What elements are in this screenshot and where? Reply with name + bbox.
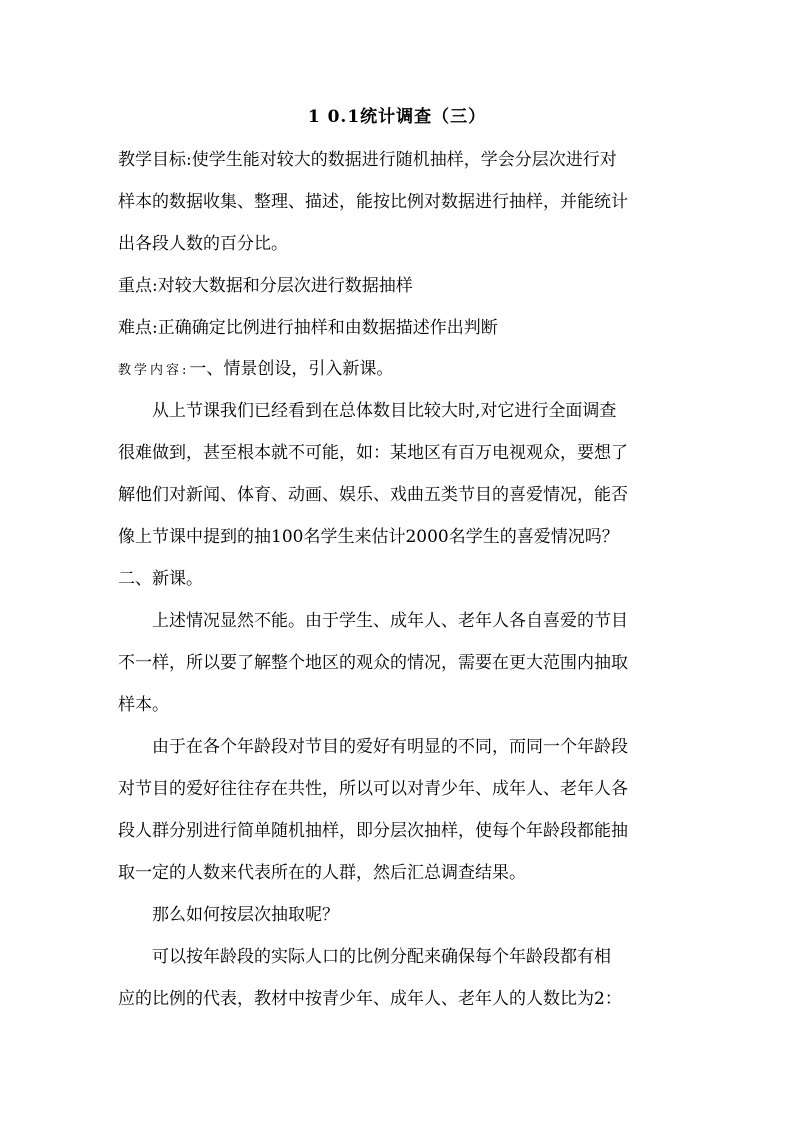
body-line: 样本。 xyxy=(118,695,169,715)
body-line: 不一样，所以要了解整个地区的观众的情况，需要在更大范围内抽取 xyxy=(118,653,628,673)
section-heading: 二、新课。 xyxy=(118,569,203,589)
content-heading xyxy=(118,356,698,384)
body-line: 对节目的爱好往往存在共性，所以可以对青少年、成年人、老年人各 xyxy=(118,779,628,799)
body-line: 取一定的人数来代表所在的人群，然后汇总调查结果。 xyxy=(118,863,526,883)
objective-line-3: 出各段人数的百分比。 xyxy=(118,234,288,254)
body-line: 可以按年龄段的实际人口的比例分配来确保每个年龄段都有相 xyxy=(152,947,611,967)
document-title: 1 0.1统计调查（三） xyxy=(307,107,487,127)
content-heading-text: 一、情景创设，引入新课。 xyxy=(189,359,394,379)
body-line: 应的比例的代表，教材中按青少年、成年人、老年人的人数比为2： xyxy=(118,989,622,1009)
body-line: 很难做到，甚至根本就不可能，如：某地区有百万电视观众，要想了 xyxy=(118,443,628,463)
key-point-line: 重点:对较大数据和分层次进行数据抽样 xyxy=(118,276,413,296)
body-line: 上述情况显然不能。由于学生、成年人、老年人各自喜爱的节目 xyxy=(152,611,628,631)
objective-line-1: 教学目标:使学生能对较大的数据进行随机抽样，学会分层次进行对 xyxy=(118,150,617,170)
objective-line-2: 样本的数据收集、整理、描述，能按比例对数据进行抽样，并能统计 xyxy=(118,192,628,212)
body-line: 段人群分别进行简单随机抽样，即分层次抽样，使每个年龄段都能抽 xyxy=(118,821,628,841)
body-line: 像上节课中提到的抽100名学生来估计2000名学生的喜爱情况吗？ xyxy=(118,527,619,547)
body-line: 从上节课我们已经看到在总体数目比较大时,对它进行全面调查 xyxy=(152,401,617,421)
body-line: 由于在各个年龄段对节目的爱好有明显的不同，而同一个年龄段 xyxy=(152,737,628,757)
body-line: 解他们对新闻、体育、动画、娱乐、戏曲五类节目的喜爱情况，能否 xyxy=(118,485,628,505)
content-label: 教学内容: xyxy=(118,363,190,378)
body-line: 那么如何按层次抽取呢？ xyxy=(152,905,339,925)
difficulty-line: 难点:正确确定比例进行抽样和由数据描述作出判断 xyxy=(118,318,498,338)
